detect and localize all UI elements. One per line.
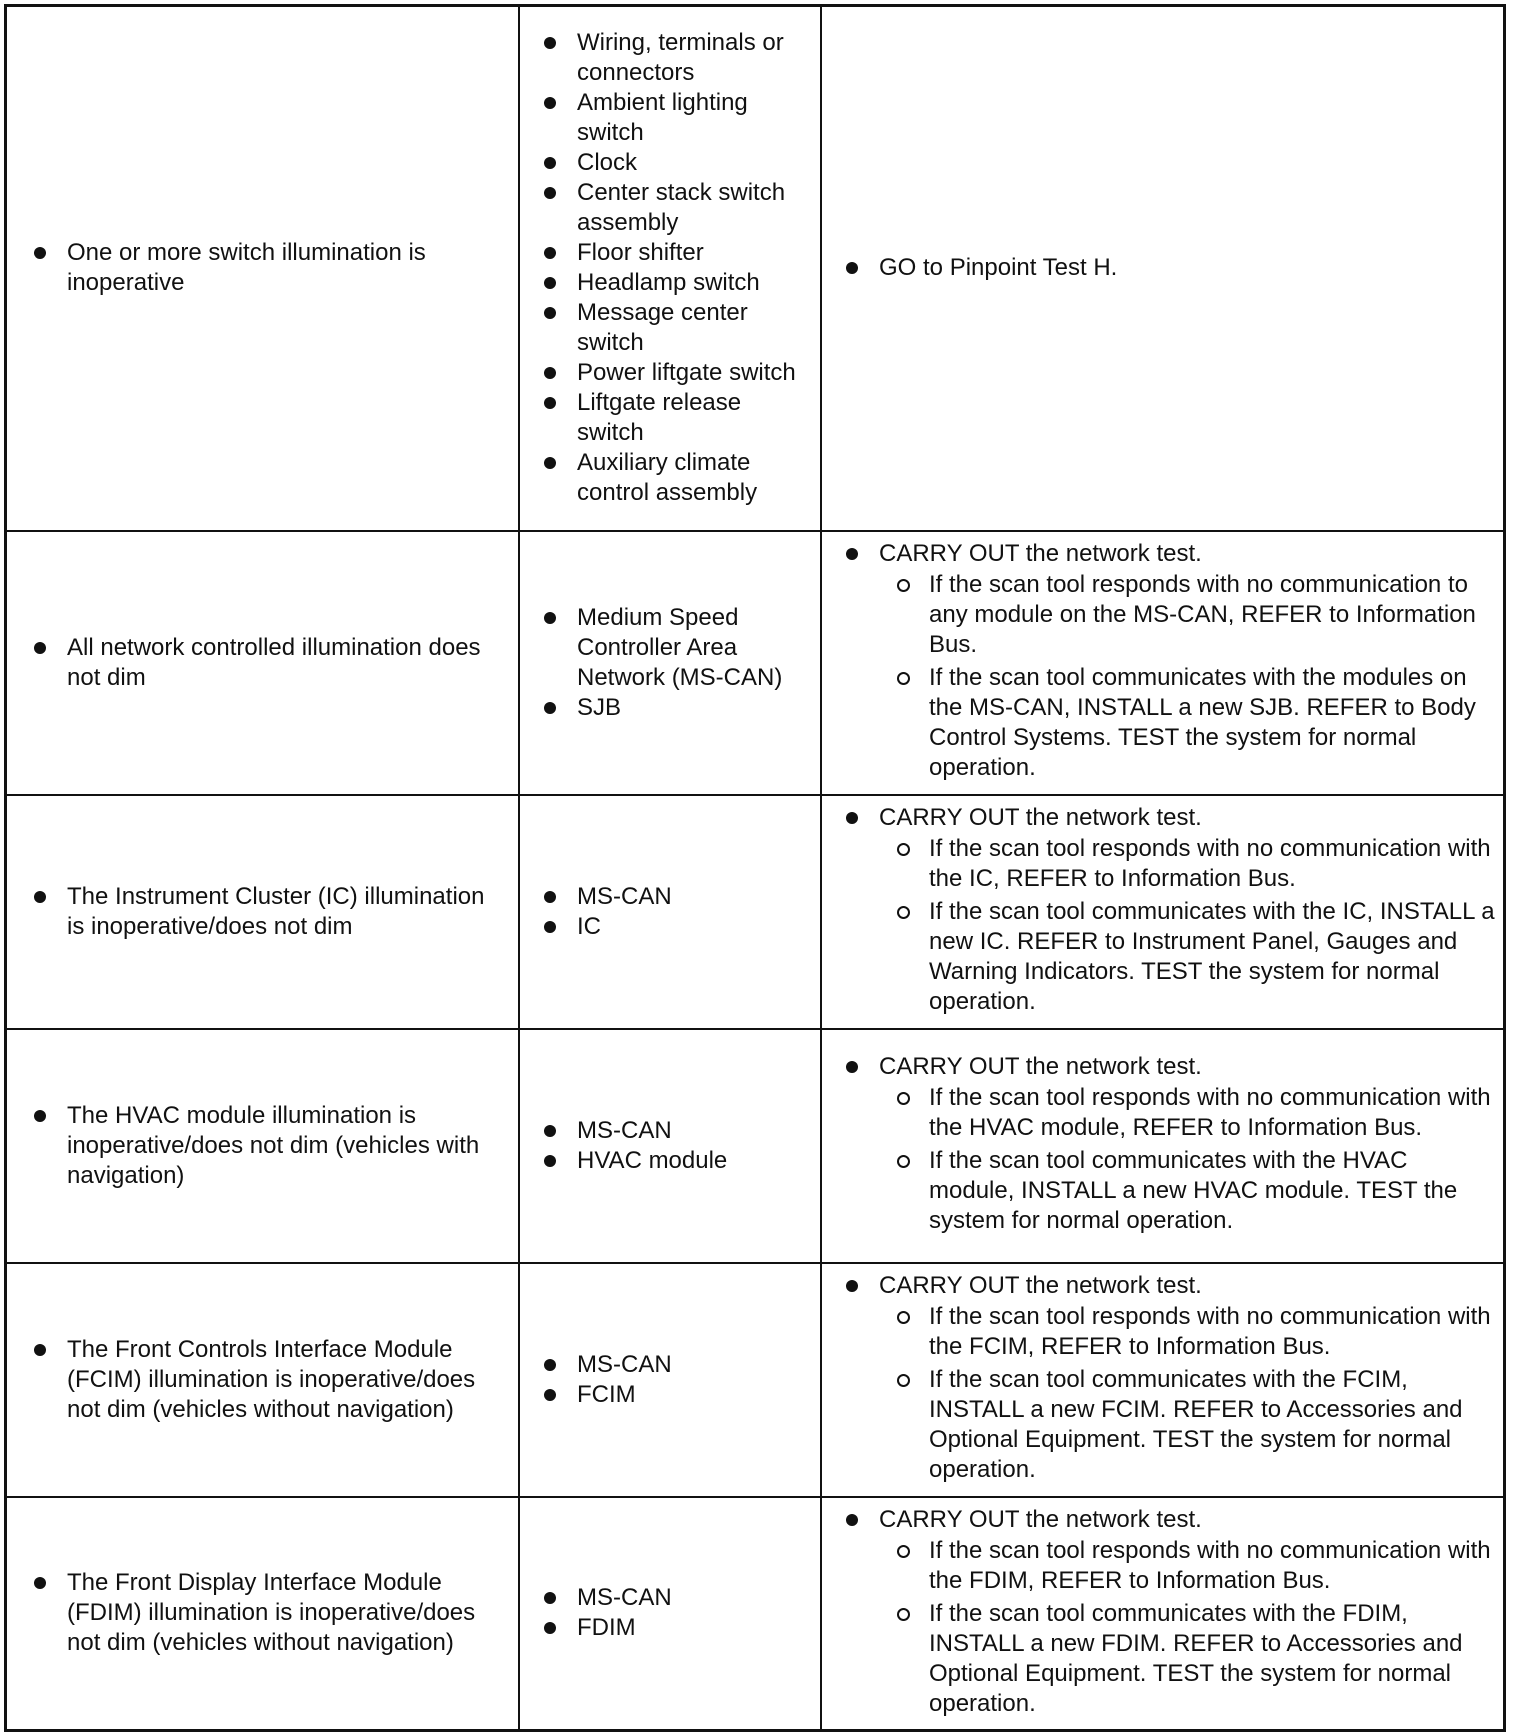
source-item	[577, 178, 812, 238]
action-sub-item	[929, 570, 1495, 660]
bullet-icon	[544, 37, 556, 49]
symptom-item-text: The Front Controls Interface Module (FCIM) illumination is inoperative/does not dim (vehicles without navigation)	[67, 1335, 476, 1423]
symptom-list	[7, 238, 518, 298]
action-list	[822, 539, 1503, 783]
action-cell	[821, 795, 1505, 1029]
action-list	[822, 1052, 1503, 1236]
source-item	[577, 28, 812, 88]
bullet-icon	[544, 247, 556, 259]
action-item-text: CARRY OUT the network test.	[879, 1272, 1202, 1299]
bullet-icon	[846, 548, 858, 560]
action-item-text: CARRY OUT the network test.	[879, 540, 1202, 567]
bullet-icon	[544, 157, 556, 169]
bullet-icon	[846, 1280, 858, 1292]
symptom-item-text: One or more switch illumination is inoperative	[67, 239, 426, 297]
action-list	[822, 253, 1503, 283]
action-item	[879, 1052, 1495, 1236]
action-cell	[821, 531, 1505, 795]
bullet-icon	[544, 307, 556, 319]
source-item	[577, 148, 812, 178]
source-list	[520, 1116, 820, 1176]
symptom-cell	[6, 6, 520, 531]
action-item	[879, 1271, 1495, 1485]
source-item-text: Ambient lighting switch	[577, 89, 748, 147]
symptom-item	[67, 1101, 504, 1191]
action-sub-list	[879, 1082, 1495, 1236]
sub-bullet-icon	[897, 672, 910, 685]
source-item-text: MS-CAN	[577, 882, 672, 910]
bullet-icon	[544, 921, 556, 933]
action-sub-item-text: If the scan tool communicates with the FDIM, INSTALL a new FDIM. REFER to Accessories and Optional Equipment. TEST the system for normal operation.	[929, 1599, 1463, 1717]
action-sub-list	[879, 833, 1495, 1017]
source-item-text: Power liftgate switch	[577, 359, 796, 387]
action-sub-item	[929, 1083, 1495, 1143]
source-item	[577, 1583, 812, 1613]
symptom-chart-body	[6, 6, 1505, 1731]
source-item-text: Medium Speed Controller Area Network (MS-CAN)	[577, 603, 783, 691]
sub-bullet-icon	[897, 906, 910, 919]
bullet-icon	[544, 1125, 556, 1137]
table-row	[6, 1263, 1505, 1497]
symptom-item	[67, 633, 504, 693]
action-item-text: GO to Pinpoint Test H.	[879, 254, 1118, 282]
source-item	[577, 912, 812, 942]
bullet-icon	[846, 262, 858, 274]
symptom-item-text: All network controlled illumination does not dim	[67, 633, 481, 691]
source-list	[520, 603, 820, 723]
source-item-text: Headlamp switch	[577, 269, 760, 297]
symptom-item-text: The Instrument Cluster (IC) illumination is inoperative/does not dim	[67, 882, 485, 940]
table-row	[6, 1497, 1505, 1731]
symptom-item	[67, 1335, 504, 1425]
symptom-list	[7, 1335, 518, 1425]
sub-bullet-icon	[897, 843, 910, 856]
symptom-cell	[6, 795, 520, 1029]
source-item-text: FCIM	[577, 1380, 636, 1408]
bullet-icon	[544, 1155, 556, 1167]
action-item-text: CARRY OUT the network test.	[879, 804, 1202, 831]
source-item-text: MS-CAN	[577, 1116, 672, 1144]
bullet-icon	[34, 1110, 46, 1122]
source-list	[520, 882, 820, 942]
bullet-icon	[544, 702, 556, 714]
action-sub-item	[929, 834, 1495, 894]
bullet-icon	[544, 1389, 556, 1401]
source-item	[577, 448, 812, 508]
source-item-text: FDIM	[577, 1614, 636, 1642]
bullet-icon	[544, 1622, 556, 1634]
action-cell	[821, 1497, 1505, 1731]
action-sub-item	[929, 663, 1495, 783]
source-list	[520, 28, 820, 508]
source-item	[577, 1613, 812, 1643]
bullet-icon	[34, 891, 46, 903]
sub-bullet-icon	[897, 1374, 910, 1387]
action-item-text: CARRY OUT the network test.	[879, 1505, 1202, 1533]
table-row	[6, 6, 1505, 531]
bullet-icon	[846, 1061, 858, 1073]
bullet-icon	[846, 1514, 858, 1526]
source-item-text: Clock	[577, 149, 638, 177]
action-sub-item	[929, 1599, 1495, 1719]
source-item	[577, 693, 812, 723]
action-sub-list	[879, 569, 1495, 783]
bullet-icon	[846, 812, 858, 824]
bullet-icon	[544, 277, 556, 289]
bullet-icon	[544, 187, 556, 199]
symptom-list	[7, 1101, 518, 1191]
source-item	[577, 603, 812, 693]
action-sub-list	[879, 1535, 1495, 1719]
bullet-icon	[544, 891, 556, 903]
symptom-cell	[6, 1263, 520, 1497]
bullet-icon	[34, 247, 46, 259]
action-sub-list	[879, 1301, 1495, 1485]
source-cell	[519, 1029, 821, 1263]
action-item	[879, 1505, 1495, 1719]
source-item-text: Floor shifter	[577, 239, 704, 267]
bullet-icon	[34, 1577, 46, 1589]
bullet-icon	[544, 397, 556, 409]
symptom-list	[7, 633, 518, 693]
bullet-icon	[34, 1344, 46, 1356]
table-row	[6, 531, 1505, 795]
source-item-text: IC	[577, 912, 601, 940]
bullet-icon	[544, 1592, 556, 1604]
action-list	[822, 803, 1503, 1017]
action-sub-item-text: If the scan tool communicates with the IC, INSTALL a new IC. REFER to Instrument Panel, Gauges and Warning Indicators. TEST the system for normal operation.	[929, 898, 1495, 1015]
source-item-text: SJB	[577, 693, 622, 721]
sub-bullet-icon	[897, 1092, 910, 1105]
bullet-icon	[544, 97, 556, 109]
source-item	[577, 238, 812, 268]
symptom-cell	[6, 531, 520, 795]
source-item	[577, 298, 812, 358]
bullet-icon	[544, 457, 556, 469]
action-item	[879, 803, 1495, 1017]
symptom-cell	[6, 1497, 520, 1731]
action-sub-item-text: If the scan tool communicates with the FCIM, INSTALL a new FCIM. REFER to Accessories and Optional Equipment. TEST the system for normal operation.	[929, 1366, 1463, 1483]
source-item	[577, 882, 812, 912]
source-item-text: Center stack switch assembly	[577, 179, 786, 237]
symptom-item	[67, 882, 504, 942]
source-item	[577, 268, 812, 298]
bullet-icon	[544, 367, 556, 379]
action-sub-item	[929, 1302, 1495, 1362]
sub-bullet-icon	[897, 1311, 910, 1324]
sub-bullet-icon	[897, 579, 910, 592]
source-item-text: MS-CAN	[577, 1350, 672, 1378]
bullet-icon	[34, 642, 46, 654]
action-sub-item	[929, 1365, 1495, 1485]
action-cell	[821, 6, 1505, 531]
symptom-item	[67, 238, 504, 298]
action-sub-item	[929, 897, 1495, 1017]
source-item	[577, 1350, 812, 1380]
symptom-item-text: The Front Display Interface Module (FDIM) illumination is inoperative/does not dim (vehicles without navigation)	[67, 1569, 476, 1657]
source-cell	[519, 1263, 821, 1497]
source-item	[577, 1146, 812, 1176]
bullet-icon	[544, 1359, 556, 1371]
source-item	[577, 358, 812, 388]
source-item-text: HVAC module	[577, 1146, 728, 1174]
action-cell	[821, 1029, 1505, 1263]
sub-bullet-icon	[897, 1608, 910, 1621]
source-cell	[519, 795, 821, 1029]
symptom-cell	[6, 1029, 520, 1263]
action-list	[822, 1505, 1503, 1719]
action-sub-item-text: If the scan tool responds with no communication with the HVAC module, REFER to Information Bus.	[929, 1084, 1491, 1141]
action-list	[822, 1271, 1503, 1485]
action-sub-item-text: If the scan tool responds with no communication with the FDIM, REFER to Information Bus.	[929, 1536, 1491, 1594]
symptom-list	[7, 1568, 518, 1658]
symptom-item	[67, 1568, 504, 1658]
source-cell	[519, 1497, 821, 1731]
bullet-icon	[544, 612, 556, 624]
symptom-chart-table	[4, 4, 1506, 1732]
action-sub-item	[929, 1146, 1495, 1236]
symptom-item-text: The HVAC module illumination is inoperative/does not dim (vehicles with navigation)	[67, 1101, 480, 1189]
action-sub-item-text: If the scan tool responds with no communication to any module on the MS-CAN, REFER to Information Bus.	[929, 571, 1476, 658]
sub-bullet-icon	[897, 1155, 910, 1168]
source-item	[577, 1116, 812, 1146]
table-row	[6, 795, 1505, 1029]
source-item-text: Auxiliary climate control assembly	[577, 449, 758, 507]
source-list	[520, 1583, 820, 1643]
source-item-text: Message center switch	[577, 299, 748, 357]
action-sub-item-text: If the scan tool communicates with the modules on the MS-CAN, INSTALL a new SJB. REFER to Body Control Systems. TEST the system for normal operation.	[929, 664, 1476, 781]
symptom-list	[7, 882, 518, 942]
action-item	[879, 253, 1495, 283]
action-sub-item	[929, 1536, 1495, 1596]
action-sub-item-text: If the scan tool communicates with the HVAC module, INSTALL a new HVAC module. TEST the system for normal operation.	[929, 1147, 1458, 1234]
source-item	[577, 1380, 812, 1410]
table-row	[6, 1029, 1505, 1263]
source-list	[520, 1350, 820, 1410]
source-item-text: Wiring, terminals or connectors	[577, 29, 784, 87]
action-sub-item-text: If the scan tool responds with no communication with the IC, REFER to Information Bus.	[929, 835, 1491, 892]
source-item-text: Liftgate release switch	[577, 389, 742, 447]
source-cell	[519, 531, 821, 795]
source-cell	[519, 6, 821, 531]
action-sub-item-text: If the scan tool responds with no communication with the FCIM, REFER to Information Bus.	[929, 1303, 1491, 1360]
action-item-text: CARRY OUT the network test.	[879, 1053, 1202, 1080]
action-item	[879, 539, 1495, 783]
source-item	[577, 388, 812, 448]
source-item	[577, 88, 812, 148]
sub-bullet-icon	[897, 1545, 910, 1558]
action-cell	[821, 1263, 1505, 1497]
source-item-text: MS-CAN	[577, 1584, 672, 1612]
